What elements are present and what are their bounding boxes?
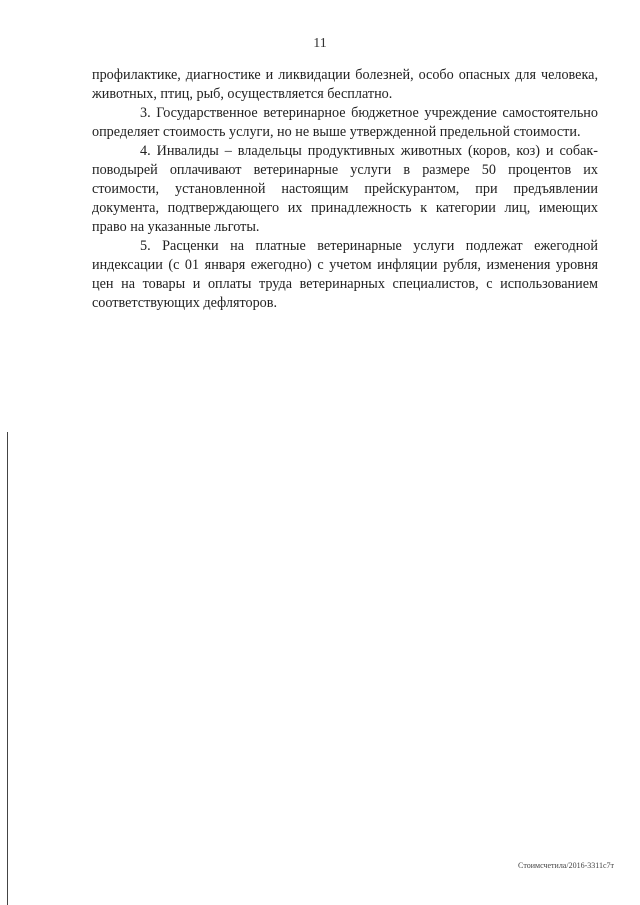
paragraph-item-5: 5. Расценки на платные ветеринарные услуги подлежат ежегодной индексации (с 01 января ежегодно) с учетом инфляции рубля, изменения уровня цен на товары и оплаты труда ветеринарных специалистов, с использованием соответствующих дефляторов.	[92, 238, 598, 311]
footer-document-code: Cтоимсчетила/2016-3311с7т	[518, 861, 614, 870]
scan-margin-line	[7, 432, 8, 905]
paragraph-continuation: профилактике, диагностике и ликвидации болезней, особо опасных для человека, животных, птиц, рыб, осуществляется бесплатно.	[92, 67, 598, 102]
paragraph-item-4: 4. Инвалиды – владельцы продуктивных животных (коров, коз) и собак-поводырей оплачивают ветеринарные услуги в размере 50 процентов их стоимости, установленной настоящим прейскурантом, при предъявлении документа, подтверждающего их принадлежность к категории лиц, имеющих право на указанные льготы.	[92, 143, 598, 235]
paragraph-item-3: 3. Государственное ветеринарное бюджетное учреждение самостоятельно определяет стоимость услуги, но не выше утвержденной предельной стоимости.	[92, 105, 598, 140]
page-number: 11	[313, 36, 327, 51]
document-body	[92, 66, 598, 313]
